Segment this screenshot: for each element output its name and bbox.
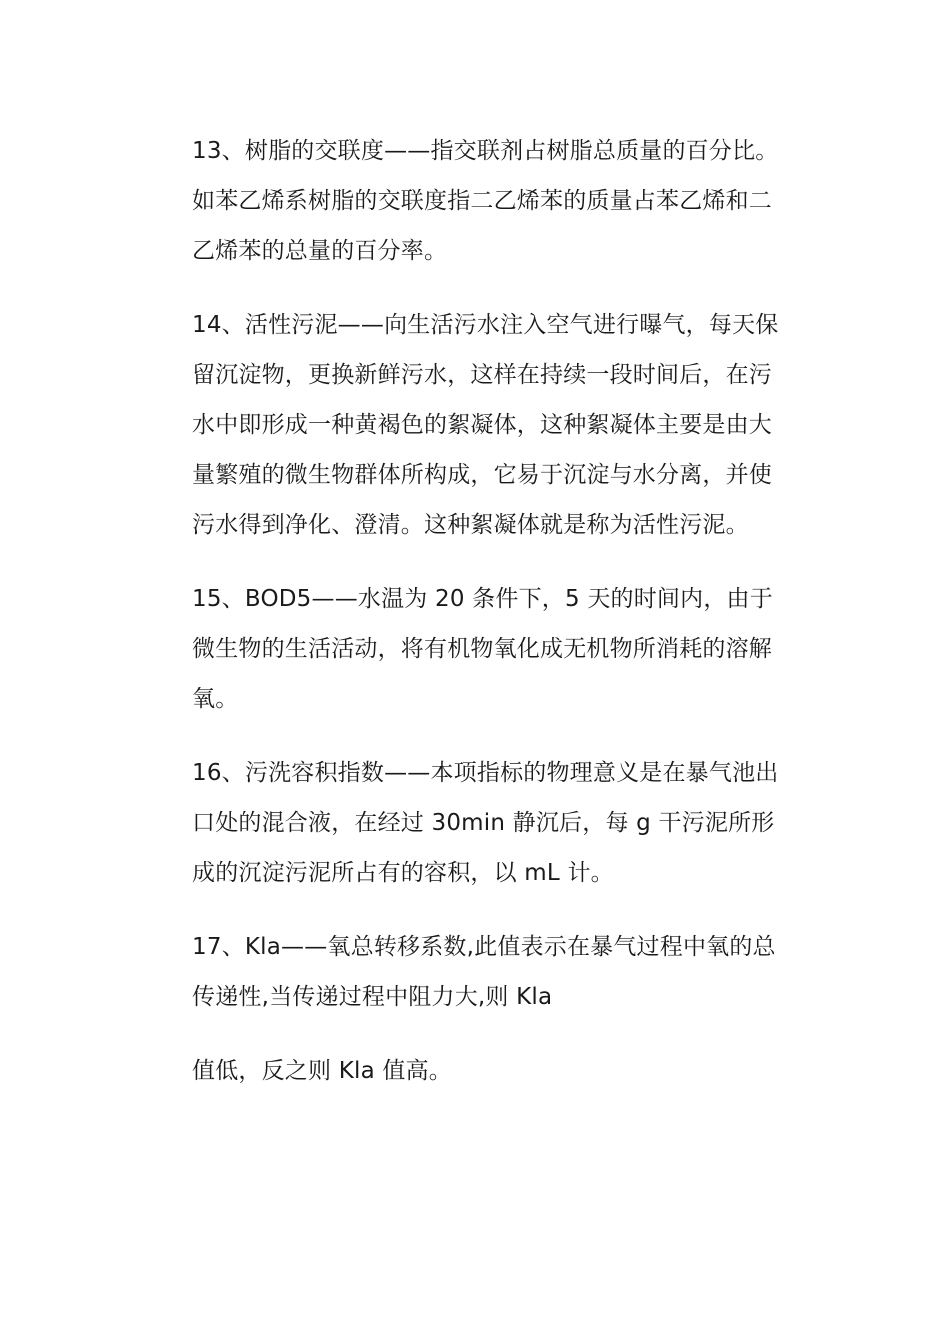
text-line: 值低，反之则 Kla 值高。 xyxy=(192,1058,452,1084)
text-line: 16、污洗容积指数——本项指标的物理意义是在暴气池出 xyxy=(192,760,779,786)
text-line: 乙烯苯的总量的百分率。 xyxy=(192,238,448,264)
text-line: 微生物的生活活动，将有机物氧化成无机物所消耗的溶解 xyxy=(192,636,772,662)
text-line: 17、Kla——氧总转移系数,此值表示在暴气过程中氧的总 xyxy=(192,934,776,960)
paragraph-13-crosslinking-degree xyxy=(192,126,779,276)
text-line: 14、活性污泥——向生活污水注入空气进行曝气，每天保 xyxy=(192,312,779,338)
paragraph-17-kla xyxy=(192,922,776,1022)
text-line: 成的沉淀污泥所占有的容积，以 mL 计。 xyxy=(192,860,614,886)
text-line: 量繁殖的微生物群体所构成，它易于沉淀与水分离，并使 xyxy=(192,462,772,488)
text-line: 13、树脂的交联度——指交联剂占树脂总质量的百分比。 xyxy=(192,138,779,164)
text-line: 传递性,当传递过程中阻力大,则 Kla xyxy=(192,984,553,1010)
text-line: 15、BOD5——水温为 20 条件下，5 天的时间内，由于 xyxy=(192,586,773,612)
paragraph-16-sludge-volume-index xyxy=(192,748,779,898)
paragraph-17-kla-continuation xyxy=(192,1046,764,1096)
document-body xyxy=(192,126,779,1120)
text-line: 氧。 xyxy=(192,686,239,712)
text-line: 口处的混合液，在经过 30min 静沉后，每 g 干污泥所形 xyxy=(192,810,775,836)
text-line: 水中即形成一种黄褐色的絮凝体，这种絮凝体主要是由大 xyxy=(192,412,772,438)
text-line: 留沉淀物，更换新鲜污水，这样在持续一段时间后，在污 xyxy=(192,362,772,388)
text-line: 污水得到净化、澄清。这种絮凝体就是称为活性污泥。 xyxy=(192,512,749,538)
text-line: 如苯乙烯系树脂的交联度指二乙烯苯的质量占苯乙烯和二 xyxy=(192,188,772,214)
paragraph-15-bod5 xyxy=(192,574,773,724)
paragraph-14-activated-sludge xyxy=(192,300,779,550)
